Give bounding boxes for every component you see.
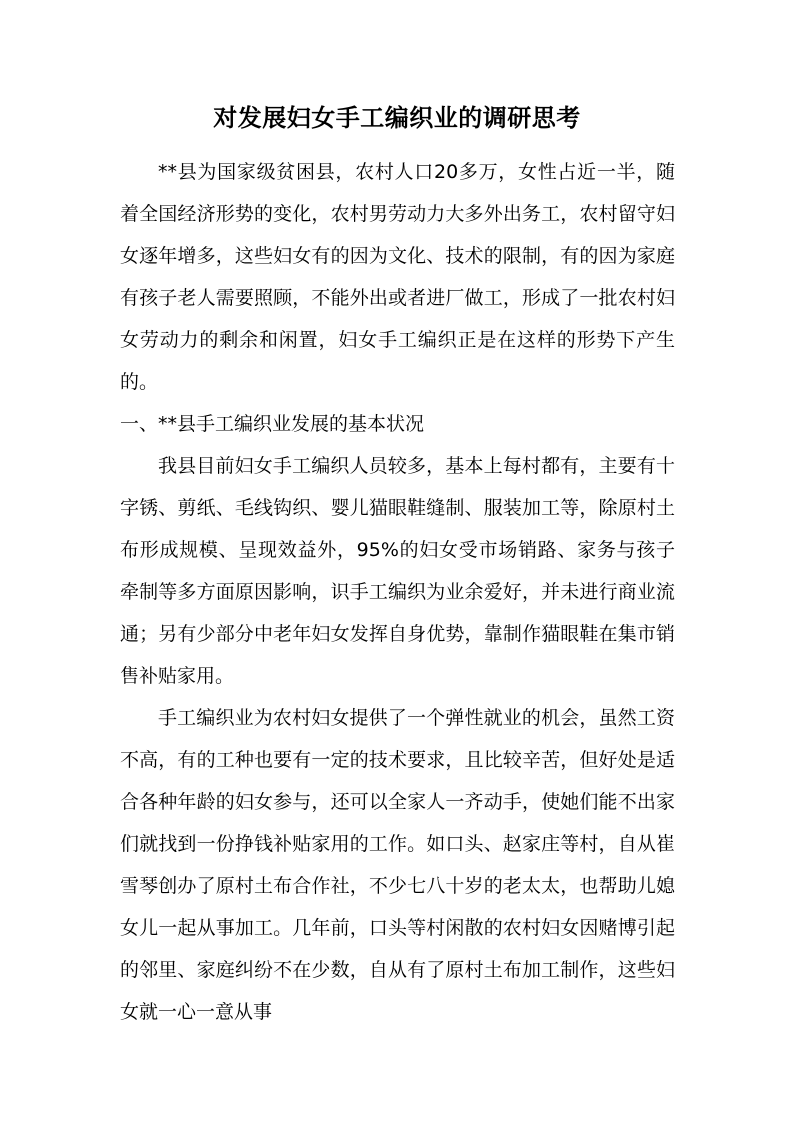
status-paragraph: 我县目前妇女手工编织人员较多，基本上每村都有，主要有十字锈、剪纸、毛线钩织、婴儿猫眼鞋缝制、服装加工等，除原村土布形成规模、呈现效益外，95%的妇女受市场销路、家务与孩子牵制等多方面原因影响，识手工编织为业余爱好，并未进行商业流通；另有少部分中老年妇女发挥自身优势，靠制作猫眼鞋在集市销售补贴家用。 <box>120 455 675 687</box>
section-heading: 一、**县手工编织业发展的基本状况 <box>120 413 425 435</box>
document-body <box>120 151 675 1033</box>
benefit-paragraph: 手工编织业为农村妇女提供了一个弹性就业的机会，虽然工资不高，有的工种也要有一定的技术要求，且比较辛苦，但好处是适合各种年龄的妇女参与，还可以全家人一齐动手，使她们能不出家们就找到一份挣钱补贴家用的工作。如口头、赵家庄等村，自从崔雪琴创办了原村土布合作社，不少七八十岁的老太太，也帮助儿媳女儿一起从事加工。几年前，口头等村闲散的农村妇女因赌博引起的邻里、家庭纠纷不在少数，自从有了原村土布加工制作，这些妇女就一心一意从事 <box>120 707 675 1023</box>
intro-paragraph: **县为国家级贫困县，农村人口20多万，女性占近一半，随着全国经济形势的变化，农村男劳动力大多外出务工，农村留守妇女逐年增多，这些妇女有的因为文化、技术的限制，有的因为家庭有孩子老人需要照顾，不能外出或者进厂做工，形成了一批农村妇女劳动力的剩余和闲置，妇女手工编织正是在这样的形势下产生的。 <box>120 161 675 393</box>
document-title: 对发展妇女手工编织业的调研思考 <box>213 104 581 132</box>
